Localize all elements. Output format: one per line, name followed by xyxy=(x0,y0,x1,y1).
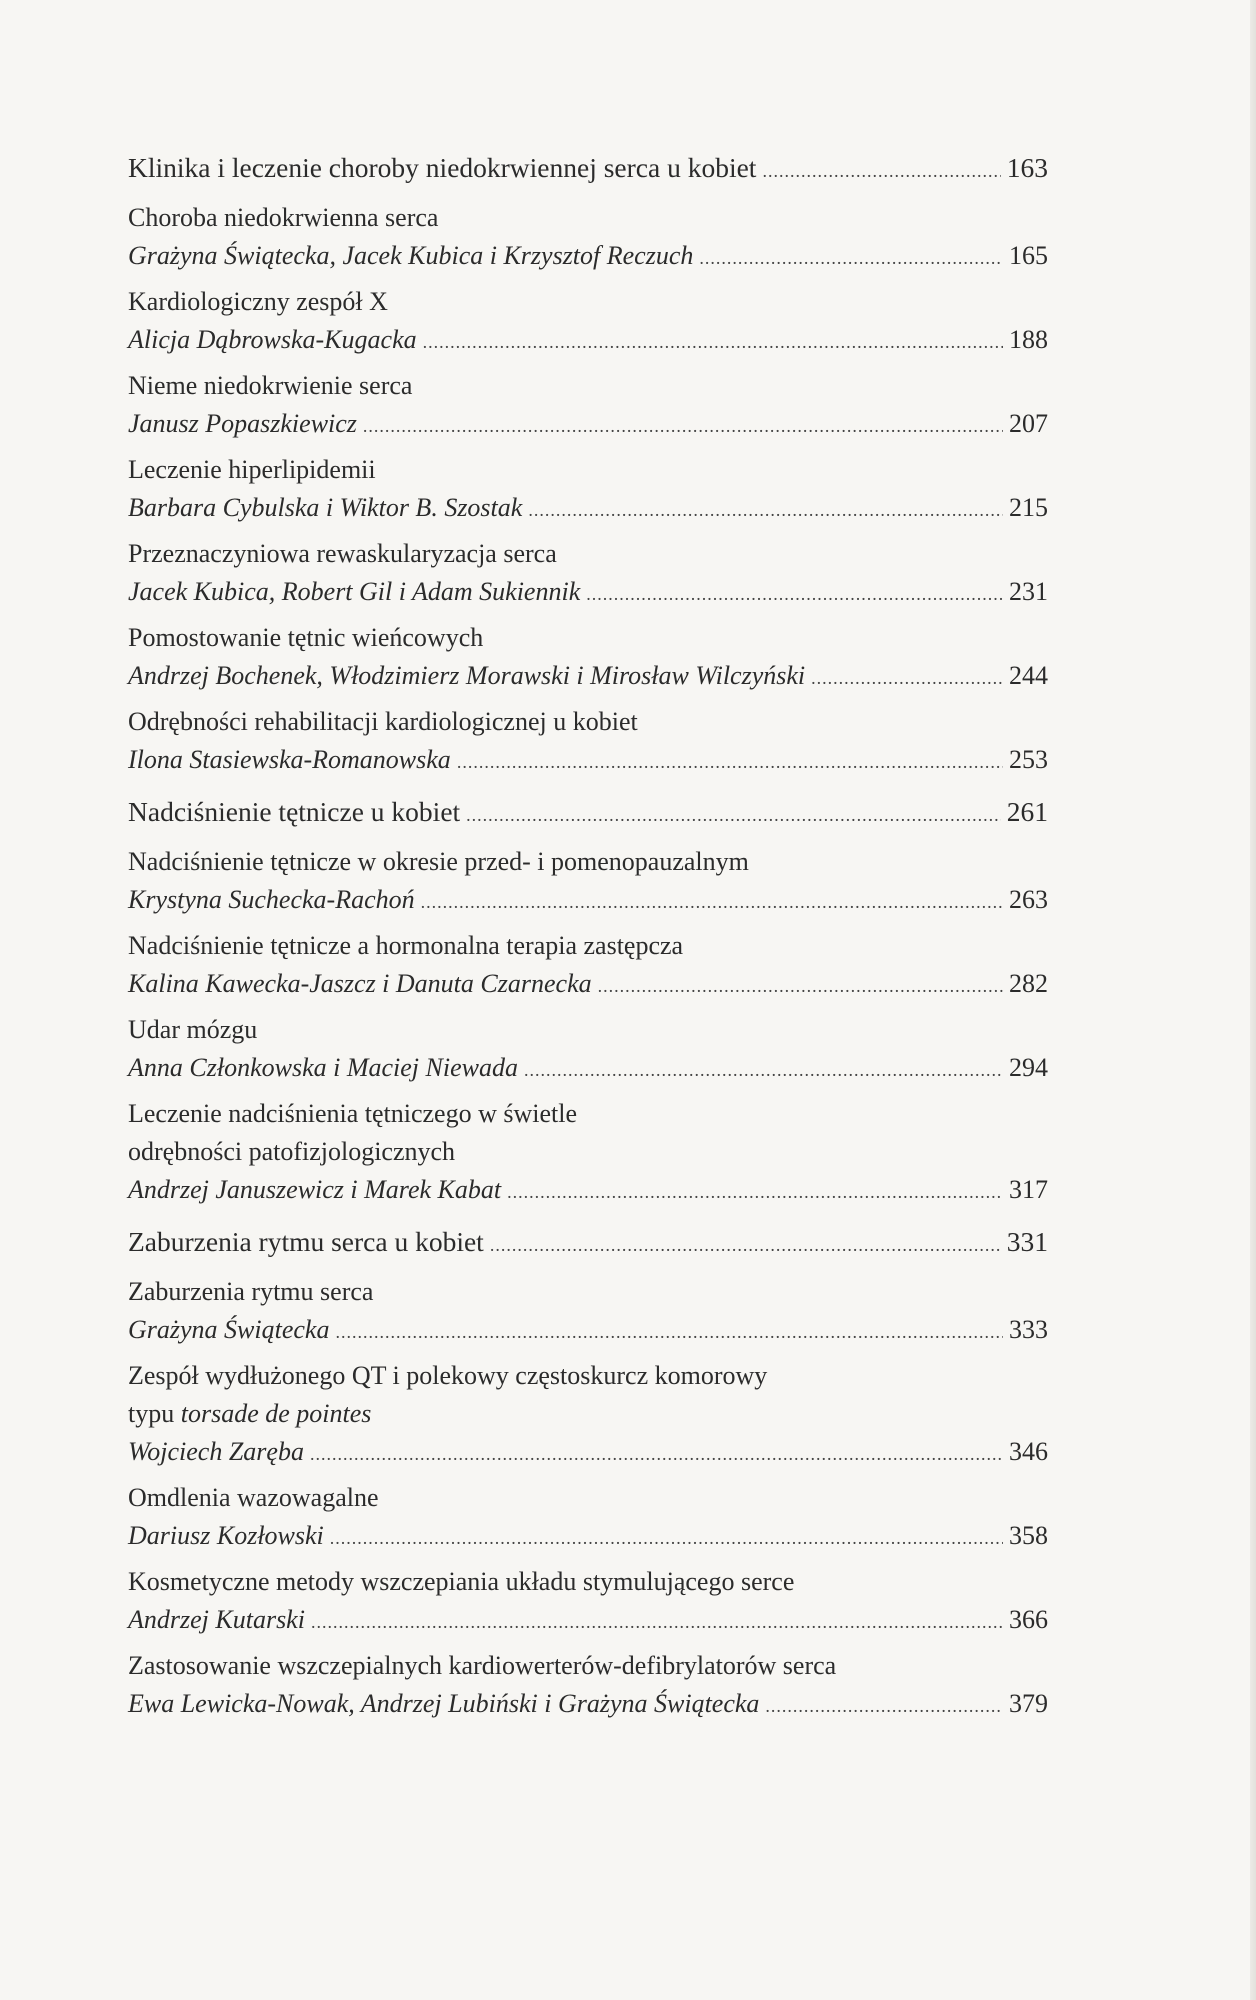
entry-page-number: 282 xyxy=(1009,969,1048,998)
entry-page-number: 253 xyxy=(1009,745,1048,774)
entry-page-number: 207 xyxy=(1009,409,1048,438)
entry-authors: Jacek Kubica, Robert Gil i Adam Sukiennik xyxy=(128,577,581,606)
entry-author-line xyxy=(128,1601,1048,1639)
entry-page-number: 165 xyxy=(1009,241,1048,270)
entry-title: Choroba niedokrwienna serca xyxy=(128,203,439,232)
entry-authors: Janusz Popaszkiewicz xyxy=(128,409,357,438)
entry-author-line xyxy=(128,881,1048,919)
entry-authors: Wojciech Zaręba xyxy=(128,1437,304,1466)
entry-title-italic: torsade de pointes xyxy=(180,1399,372,1428)
entry-author-line xyxy=(128,405,1048,443)
entry-title-line-2: odrębności patofizjologicznych xyxy=(128,1137,456,1166)
entry-page-number: 333 xyxy=(1009,1315,1048,1344)
entry-title: Nadciśnienie tętnicze w okresie przed- i pomenopauzalnym xyxy=(128,847,749,876)
toc-entry xyxy=(128,1647,1048,1723)
entry-author-line xyxy=(128,237,1048,275)
entry-title: Nieme niedokrwienie serca xyxy=(128,371,413,400)
dot-leader xyxy=(528,491,1003,529)
entry-title: Zastosowanie wszczepialnych kardiowerterów-defibrylatorów serca xyxy=(128,1651,837,1680)
entry-title: Udar mózgu xyxy=(128,1015,258,1044)
dot-leader xyxy=(765,1687,1003,1725)
toc-entry xyxy=(128,1011,1048,1087)
entry-author-line xyxy=(128,573,1048,611)
section-page-number: 163 xyxy=(1006,152,1048,183)
toc-entry xyxy=(128,199,1048,275)
dot-leader xyxy=(586,575,1003,613)
dot-leader xyxy=(598,967,1003,1005)
dot-leader xyxy=(762,152,1000,190)
toc-section-heading xyxy=(128,793,1048,831)
toc-entry xyxy=(128,1479,1048,1555)
dot-leader xyxy=(490,1226,1001,1264)
entry-page-number: 294 xyxy=(1009,1053,1048,1082)
entry-author-line xyxy=(128,1433,1048,1471)
entry-page-number: 317 xyxy=(1009,1175,1048,1204)
entry-authors: Kalina Kawecka-Jaszcz i Danuta Czarnecka xyxy=(128,969,592,998)
toc-entry xyxy=(128,367,1048,443)
entry-authors: Barbara Cybulska i Wiktor B. Szostak xyxy=(128,493,523,522)
entry-title-line-1: Leczenie nadciśnienia tętniczego w świetle xyxy=(128,1099,578,1128)
dot-leader xyxy=(423,323,1003,361)
toc-entry xyxy=(128,1563,1048,1639)
entry-authors: Alicja Dąbrowska-Kugacka xyxy=(128,325,417,354)
entry-title: Pomostowanie tętnic wieńcowych xyxy=(128,623,484,652)
entry-title-line-2 xyxy=(128,1395,1048,1433)
entry-page-number: 358 xyxy=(1009,1521,1048,1550)
entry-authors: Krystyna Suchecka-Rachoń xyxy=(128,885,415,914)
dot-leader xyxy=(421,883,1003,921)
entry-page-number: 346 xyxy=(1009,1437,1048,1466)
entry-author-line xyxy=(128,489,1048,527)
entry-author-line xyxy=(128,1171,1048,1209)
entry-authors: Andrzej Januszewicz i Marek Kabat xyxy=(128,1175,502,1204)
entry-title: Przeznaczyniowa rewaskularyzacja serca xyxy=(128,539,557,568)
entry-page-number: 366 xyxy=(1009,1605,1048,1634)
dot-leader xyxy=(457,743,1003,781)
toc-entry xyxy=(128,1357,1048,1471)
entry-authors: Ewa Lewicka-Nowak, Andrzej Lubiński i Grażyna Świątecka xyxy=(128,1689,760,1718)
dot-leader xyxy=(811,659,1003,697)
entry-title: Kosmetyczne metody wszczepiania układu stymulującego serce xyxy=(128,1567,795,1596)
toc-entry xyxy=(128,1273,1048,1349)
entry-authors: Andrzej Kutarski xyxy=(128,1605,305,1634)
section-title: Klinika i leczenie choroby niedokrwiennej serca u kobiet xyxy=(128,152,757,183)
entry-title: Leczenie hiperlipidemii xyxy=(128,455,376,484)
toc-entry xyxy=(128,619,1048,695)
toc-entry xyxy=(128,451,1048,527)
entry-author-line xyxy=(128,1049,1048,1087)
entry-author-line xyxy=(128,321,1048,359)
toc-entry xyxy=(128,283,1048,359)
toc-entry xyxy=(128,927,1048,1003)
entry-page-number: 244 xyxy=(1009,661,1048,690)
entry-author-line xyxy=(128,965,1048,1003)
section-page-number: 261 xyxy=(1006,796,1048,827)
dot-leader xyxy=(507,1173,1003,1211)
entry-title-prefix: typu xyxy=(128,1399,181,1428)
entry-author-line xyxy=(128,657,1048,695)
entry-page-number: 263 xyxy=(1009,885,1048,914)
toc-entry xyxy=(128,843,1048,919)
entry-authors: Anna Członkowska i Maciej Niewada xyxy=(128,1053,518,1082)
entry-page-number: 379 xyxy=(1009,1689,1048,1718)
dot-leader xyxy=(524,1051,1003,1089)
entry-author-line xyxy=(128,1685,1048,1723)
table-of-contents xyxy=(128,149,1048,1731)
toc-entry xyxy=(128,703,1048,779)
dot-leader xyxy=(699,239,1003,277)
entry-page-number: 188 xyxy=(1009,325,1048,354)
entry-authors: Ilona Stasiewska-Romanowska xyxy=(128,745,451,774)
entry-author-line xyxy=(128,1311,1048,1349)
toc-section-heading xyxy=(128,149,1048,187)
entry-title-line-1: Zespół wydłużonego QT i polekowy częstoskurcz komorowy xyxy=(128,1361,768,1390)
dot-leader xyxy=(311,1603,1003,1641)
entry-authors: Grażyna Świątecka xyxy=(128,1315,330,1344)
page-edge xyxy=(1250,0,1256,2000)
entry-title: Zaburzenia rytmu serca xyxy=(128,1277,374,1306)
entry-author-line xyxy=(128,741,1048,779)
entry-authors: Andrzej Bochenek, Włodzimierz Morawski i Mirosław Wilczyński xyxy=(128,661,806,690)
dot-leader xyxy=(363,407,1003,445)
dot-leader xyxy=(335,1313,1003,1351)
section-title: Nadciśnienie tętnicze u kobiet xyxy=(128,796,461,827)
toc-entry xyxy=(128,1095,1048,1209)
entry-author-line xyxy=(128,1517,1048,1555)
dot-leader xyxy=(330,1519,1003,1557)
entry-page-number: 231 xyxy=(1009,577,1048,606)
entry-title: Odrębności rehabilitacji kardiologicznej u kobiet xyxy=(128,707,638,736)
entry-title: Kardiologiczny zespół X xyxy=(128,287,388,316)
dot-leader xyxy=(466,796,1001,834)
entry-title: Nadciśnienie tętnicze a hormonalna terapia zastępcza xyxy=(128,931,684,960)
dot-leader xyxy=(310,1435,1003,1473)
entry-page-number: 215 xyxy=(1009,493,1048,522)
entry-title: Omdlenia wazowagalne xyxy=(128,1483,379,1512)
section-page-number: 331 xyxy=(1006,1226,1048,1257)
entry-authors: Grażyna Świątecka, Jacek Kubica i Krzysztof Reczuch xyxy=(128,241,694,270)
toc-section-heading xyxy=(128,1223,1048,1261)
toc-entry xyxy=(128,535,1048,611)
entry-authors: Dariusz Kozłowski xyxy=(128,1521,324,1550)
section-title: Zaburzenia rytmu serca u kobiet xyxy=(128,1226,484,1257)
